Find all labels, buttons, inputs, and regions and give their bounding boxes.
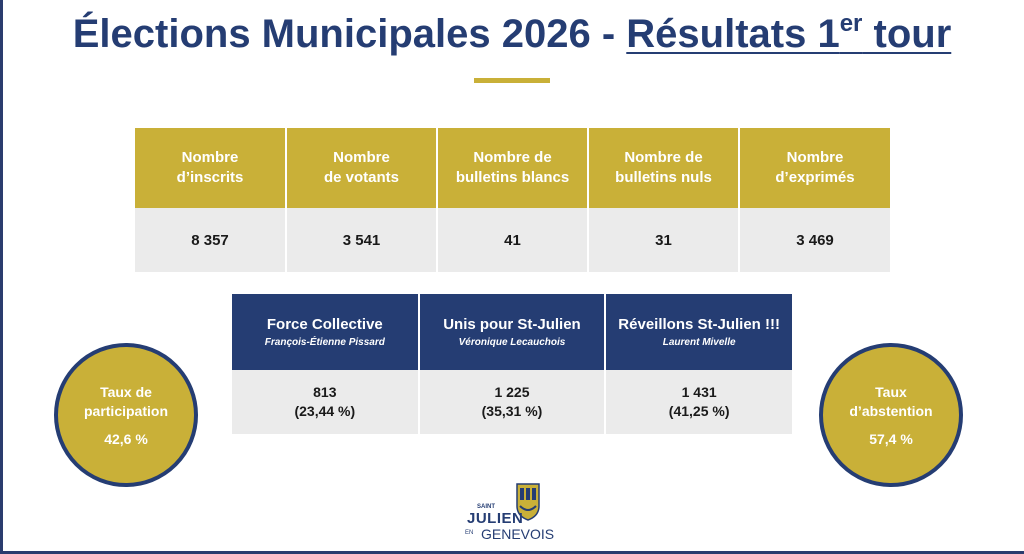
list-header-force-collective xyxy=(232,294,419,370)
abstention-label: Taux d’abstention xyxy=(849,384,933,419)
stats-table xyxy=(135,128,890,272)
title-results-underlined: Résultats 1er tour xyxy=(626,10,952,56)
list-name: Force Collective xyxy=(266,316,383,333)
header-votants: Nombre de votants xyxy=(286,128,437,208)
value-votants: 3 541 xyxy=(286,208,437,272)
result-unis-pour-st-julien xyxy=(419,370,606,434)
result-votes: 813 xyxy=(313,384,337,400)
list-name: Réveillons St-Julien !!! xyxy=(618,316,780,333)
list-header-reveillons-st-julien xyxy=(605,294,792,370)
stats-value-row xyxy=(135,208,890,272)
result-votes: 1 431 xyxy=(681,384,717,400)
results-value-row xyxy=(232,370,792,434)
header-exprimes: Nombre d’exprimés xyxy=(739,128,890,208)
list-leader: Véronique Lecauchois xyxy=(458,337,566,348)
participation-label: Taux de participation xyxy=(83,384,168,419)
stats-header-row xyxy=(135,128,890,208)
result-percentage: (41,25 %) xyxy=(668,403,730,419)
header-inscrits: Nombre d’inscrits xyxy=(135,128,286,208)
list-name: Unis pour St-Julien xyxy=(443,316,581,333)
logo-genevois: GENEVOIS xyxy=(481,526,555,542)
result-percentage: (35,31 %) xyxy=(481,403,543,419)
participation-rate-badge xyxy=(54,343,198,487)
value-blancs: 41 xyxy=(437,208,588,272)
logo-julien: JULIEN xyxy=(467,510,524,527)
result-votes: 1 225 xyxy=(494,384,530,400)
header-nuls: Nombre de bulletins nuls xyxy=(588,128,739,208)
abstention-value: 57,4 % xyxy=(869,431,913,447)
list-leader: François-Étienne Pissard xyxy=(264,337,385,348)
logo-saint: SAINT xyxy=(477,504,495,510)
title-divider xyxy=(474,78,550,83)
value-exprimes: 3 469 xyxy=(739,208,890,272)
abstention-rate-badge xyxy=(819,343,963,487)
value-nuls: 31 xyxy=(588,208,739,272)
participation-value: 42,6 % xyxy=(104,431,148,447)
page-title: Élections Municipales 2026 - Résultats 1er tour xyxy=(72,10,952,56)
result-force-collective xyxy=(232,370,419,434)
logo-en: EN xyxy=(465,530,474,536)
list-header-unis-pour-st-julien xyxy=(419,294,606,370)
result-reveillons-st-julien xyxy=(605,370,792,434)
results-table xyxy=(232,294,792,434)
header-blancs: Nombre de bulletins blancs xyxy=(437,128,588,208)
list-leader: Laurent Mivelle xyxy=(662,337,736,348)
saint-julien-logo xyxy=(457,480,567,546)
result-percentage: (23,44 %) xyxy=(294,403,356,419)
results-header-row xyxy=(232,294,792,370)
value-inscrits: 8 357 xyxy=(135,208,286,272)
